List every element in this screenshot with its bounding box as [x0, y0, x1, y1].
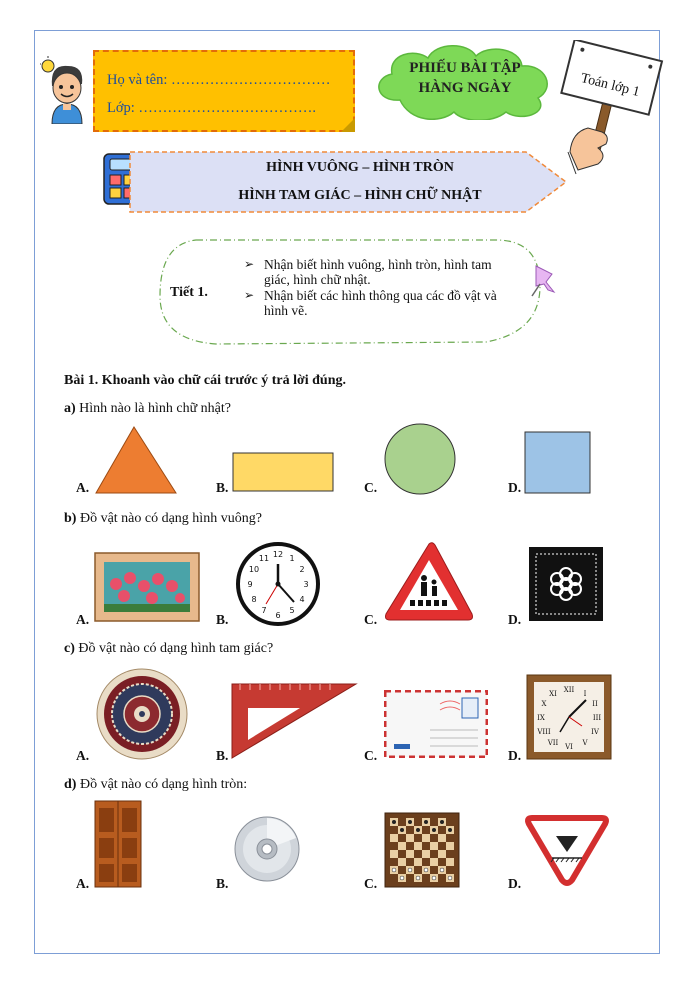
numeral-4: IV: [591, 728, 599, 736]
question-b: b) Đồ vật nào có dạng hình vuông?: [64, 511, 262, 526]
numeral-2: II: [592, 700, 598, 708]
triangle-ruler: [230, 680, 360, 760]
framed-painting: [94, 552, 200, 622]
svg-text:1: 1: [289, 554, 295, 563]
question-d: d) Đồ vật nào có dạng hình tròn:: [64, 777, 248, 792]
option-b-B[interactable]: B.: [216, 612, 229, 627]
question-a: a) Hình nào là hình chữ nhật?: [64, 401, 231, 416]
svg-text:7: 7: [261, 606, 267, 615]
option-b-C[interactable]: C.: [364, 612, 378, 627]
option-d-D[interactable]: D.: [508, 876, 522, 891]
envelope: [384, 690, 488, 758]
worksheet-title: PHIẾU BÀI TẬP HÀNG NGÀY: [409, 60, 521, 96]
numeral-7: VII: [547, 739, 559, 747]
svg-text:11: 11: [258, 554, 270, 563]
student-icon: [40, 56, 90, 124]
numeral-8: VIII: [537, 728, 551, 736]
option-a-D[interactable]: D.: [508, 480, 522, 495]
blue-square: [524, 431, 592, 495]
lesson-objectives: [244, 257, 514, 319]
svg-text:6: 6: [275, 611, 281, 620]
orange-triangle: [94, 425, 178, 495]
chessboard: [384, 812, 460, 888]
svg-text:9: 9: [247, 580, 253, 589]
option-a-C[interactable]: C.: [364, 480, 378, 495]
objective-2: ➢ Nhận biết các hình thông qua các đồ vật và hình vẽ.: [244, 288, 514, 318]
banner-line-2: HÌNH TAM GIÁC – HÌNH CHỮ NHẬT: [238, 188, 482, 203]
numeral-12: XII: [563, 686, 575, 694]
round-carpet: [96, 668, 188, 760]
svg-text:8: 8: [251, 595, 257, 604]
svg-text:2: 2: [299, 565, 305, 574]
green-circle: [382, 421, 458, 497]
roman-clock: [526, 674, 612, 760]
objective-1: ➢ Nhận biết hình vuông, hình tròn, hình tam giác, hình chữ nhật.: [244, 257, 514, 287]
option-b-A[interactable]: A.: [76, 612, 90, 627]
option-d-C[interactable]: C.: [364, 876, 378, 891]
option-c-B[interactable]: B.: [216, 748, 229, 763]
option-c-D[interactable]: D.: [508, 748, 522, 763]
name-field[interactable]: Họ và tên: ……………………………: [107, 72, 331, 88]
question-c: c) Đồ vật nào có dạng hình tam giác?: [64, 641, 274, 656]
numeral-9: IX: [537, 714, 545, 722]
numeral-11: XI: [549, 690, 557, 698]
exercise-title: Bài 1. Khoanh vào chữ cái trước ý trả lời đúng.: [64, 373, 346, 388]
svg-text:5: 5: [289, 606, 295, 615]
class-field[interactable]: Lớp: ……………………………….: [107, 100, 317, 116]
svg-text:3: 3: [303, 580, 309, 589]
numeral-3: III: [592, 714, 602, 722]
option-c-C[interactable]: C.: [364, 748, 378, 763]
banner-line-1: HÌNH VUÔNG – HÌNH TRÒN: [266, 160, 454, 175]
wall-clock: [236, 542, 320, 626]
numeral-1: I: [583, 690, 587, 698]
option-b-D[interactable]: D.: [508, 612, 522, 627]
hand-sign-icon: [558, 40, 668, 175]
numeral-5: V: [582, 739, 588, 747]
svg-text:4: 4: [299, 595, 305, 604]
wooden-door: [94, 800, 142, 888]
option-a-A[interactable]: A.: [76, 480, 90, 495]
pedestrian-warning-sign: [382, 540, 476, 624]
square-coaster: [528, 546, 604, 622]
option-a-B[interactable]: B.: [216, 480, 229, 495]
numeral-6: VI: [565, 743, 573, 751]
sign-text: Toán lớp 1: [579, 70, 642, 101]
svg-text:10: 10: [248, 565, 260, 574]
svg-text:12: 12: [272, 550, 284, 559]
option-d-A[interactable]: A.: [76, 876, 90, 891]
option-d-B[interactable]: B.: [216, 876, 229, 891]
compact-disc: [234, 816, 300, 882]
triangle-warning-sign: [522, 814, 612, 886]
option-c-A[interactable]: A.: [76, 748, 90, 763]
student-info-box: [93, 50, 355, 132]
pushpin-icon: [528, 262, 560, 300]
yellow-rectangle: [232, 452, 336, 494]
numeral-10: X: [541, 700, 547, 708]
lesson-label: Tiết 1.: [170, 285, 208, 300]
